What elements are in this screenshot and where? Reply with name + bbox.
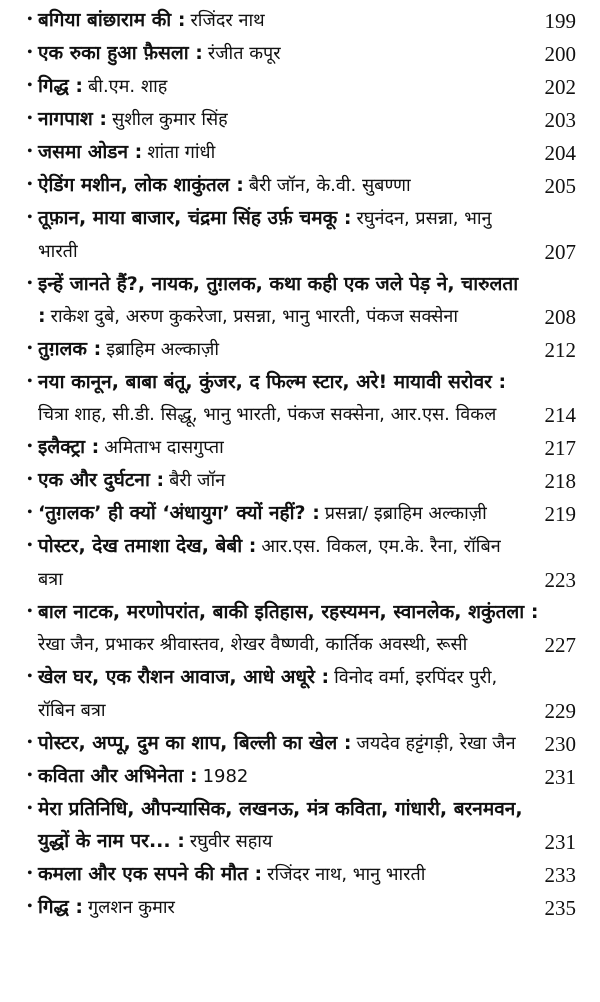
toc-entry bbox=[0, 858, 600, 891]
bullet-icon: • bbox=[27, 800, 33, 817]
entry-text bbox=[38, 268, 528, 333]
page-number: 203 bbox=[544, 108, 576, 132]
bullet-icon: • bbox=[27, 77, 33, 94]
page-number: 218 bbox=[544, 469, 576, 493]
entry-title: पोस्टर, देख तमाशा देख, बेबी : bbox=[38, 535, 257, 557]
toc-entry bbox=[0, 333, 600, 366]
entry-title: जसमा ओडन : bbox=[38, 141, 143, 163]
entry-author: रघुवीर सहाय bbox=[189, 831, 273, 852]
bullet-icon: • bbox=[27, 734, 33, 751]
entry-title: बाल नाटक, मरणोपरांत, बाकी इतिहास, रहस्यमन, स्वानलेक, शकुंतला : bbox=[38, 601, 539, 623]
toc-entry bbox=[0, 136, 600, 169]
toc-entry bbox=[0, 793, 600, 858]
bullet-icon: • bbox=[27, 11, 33, 28]
entry-author: इब्राहिम अल्काज़ी bbox=[106, 339, 220, 360]
toc-entry bbox=[0, 727, 600, 760]
entry-text bbox=[38, 464, 528, 497]
entry-text bbox=[38, 103, 528, 136]
page-number: 233 bbox=[544, 863, 576, 887]
table-of-contents bbox=[0, 4, 600, 924]
bullet-icon: • bbox=[27, 176, 33, 193]
toc-entry bbox=[0, 661, 600, 727]
bullet-icon: • bbox=[27, 340, 33, 357]
bullet-icon: • bbox=[27, 767, 33, 784]
entry-text bbox=[38, 497, 558, 530]
entry-author: बैरी जॉन, के.वी. सुबण्णा bbox=[248, 175, 411, 196]
toc-entry bbox=[0, 169, 600, 202]
entry-author: 1982 bbox=[202, 766, 249, 787]
entry-title: नया कानून, बाबा बंतू, कुंजर, द फिल्म स्टार, अरे! मायावी सरोवर : bbox=[38, 371, 507, 393]
toc-entry bbox=[0, 4, 600, 37]
entry-title: खेल घर, एक रौशन आवाज, आधे अधूरे : bbox=[38, 666, 330, 688]
entry-author: राकेश दुबे, अरुण कुकरेजा, प्रसन्ना, भानु भारती, पंकज सक्सेना bbox=[50, 306, 459, 327]
entry-title: मेरा प्रतिनिधि, औपन्यासिक, लखनऊ, मंत्र कविता, गांधारी, बरनमवन, युद्धों के नाम पर... : bbox=[38, 798, 523, 852]
toc-entry bbox=[0, 268, 600, 333]
toc-entry bbox=[0, 70, 600, 103]
bullet-icon: • bbox=[27, 44, 33, 61]
bullet-icon: • bbox=[27, 537, 33, 554]
entry-title: गिद्ध : bbox=[38, 75, 84, 97]
bullet-icon: • bbox=[27, 668, 33, 685]
toc-entry bbox=[0, 530, 600, 596]
entry-text bbox=[38, 70, 528, 103]
page-number: 202 bbox=[544, 75, 576, 99]
entry-title: कविता और अभिनेता : bbox=[38, 765, 198, 787]
entry-text bbox=[38, 661, 528, 727]
entry-title: पोस्टर, अप्पू, दुम का शाप, बिल्ली का खेल : bbox=[38, 732, 352, 754]
bullet-icon: • bbox=[27, 504, 33, 521]
page-number: 204 bbox=[544, 141, 576, 165]
entry-title: इलैक्ट्रा : bbox=[38, 436, 100, 458]
entry-title: एक और दुर्घटना : bbox=[38, 469, 165, 491]
page-number: 208 bbox=[544, 305, 576, 329]
entry-title: बगिया बांछाराम की : bbox=[38, 9, 186, 31]
entry-author: आर.एस. विकल, एम.के. रैना, रॉबिन बत्रा bbox=[38, 536, 501, 590]
entry-title: ऐडिंग मशीन, लोक शाकुंतल : bbox=[38, 174, 244, 196]
toc-entry bbox=[0, 891, 600, 924]
page-number: 227 bbox=[544, 633, 576, 657]
toc-entry bbox=[0, 202, 600, 268]
entry-author: गुलशन कुमार bbox=[88, 897, 175, 918]
toc-entry bbox=[0, 103, 600, 136]
entry-text bbox=[38, 169, 558, 202]
entry-text bbox=[38, 366, 528, 431]
entry-title: ‘तुग़लक’ ही क्यों ‘अंधायुग’ क्यों नहीं? : bbox=[38, 502, 320, 524]
entry-title: तूफ़ान, माया बाजार, चंद्रमा सिंह उर्फ़ चमकू : bbox=[38, 207, 352, 229]
toc-entry bbox=[0, 464, 600, 497]
entry-author: बैरी जॉन bbox=[169, 470, 226, 491]
entry-title: इन्हें जानते हैं?, नायक, तुग़लक, कथा कही एक जले पेड़ ने, चारुलता : bbox=[38, 273, 519, 327]
entry-author: रजिंदर नाथ bbox=[190, 10, 265, 31]
entry-author: रेखा जैन, प्रभाकर श्रीवास्तव, शेखर वैष्णवी, कार्तिक अवस्थी, रूसी bbox=[38, 634, 468, 655]
entry-title: एक रुका हुआ फ़ैसला : bbox=[38, 42, 203, 64]
page-number: 229 bbox=[544, 699, 576, 723]
toc-entry bbox=[0, 37, 600, 70]
toc-entry bbox=[0, 596, 600, 661]
entry-text bbox=[38, 37, 528, 70]
entry-text bbox=[38, 136, 528, 169]
bullet-icon: • bbox=[27, 603, 33, 620]
entry-title: कमला और एक सपने की मौत : bbox=[38, 863, 263, 885]
page-number: 205 bbox=[544, 174, 576, 198]
toc-entry bbox=[0, 497, 600, 530]
entry-author: रघुनंदन, प्रसन्ना, भानु भारती bbox=[38, 208, 492, 262]
entry-author: रंजीत कपूर bbox=[207, 43, 281, 64]
bullet-icon: • bbox=[27, 275, 33, 292]
bullet-icon: • bbox=[27, 471, 33, 488]
entry-text bbox=[38, 431, 528, 464]
bullet-icon: • bbox=[27, 373, 33, 390]
page-number: 223 bbox=[544, 568, 576, 592]
entry-author: शांता गांधी bbox=[147, 142, 216, 163]
entry-title: नागपाश : bbox=[38, 108, 108, 130]
page-number: 199 bbox=[544, 9, 576, 33]
entry-author: सुशील कुमार सिंह bbox=[112, 109, 228, 130]
page-number: 231 bbox=[544, 830, 576, 854]
entry-text bbox=[38, 333, 528, 366]
entry-title: तुग़लक : bbox=[38, 338, 102, 360]
page-number: 231 bbox=[544, 765, 576, 789]
entry-text bbox=[38, 202, 528, 268]
entry-author: बी.एम. शाह bbox=[88, 76, 168, 97]
page-number: 200 bbox=[544, 42, 576, 66]
page-number: 230 bbox=[544, 732, 576, 756]
page-number: 219 bbox=[544, 502, 576, 526]
entry-text bbox=[38, 858, 558, 891]
toc-entry bbox=[0, 760, 600, 793]
page-number: 207 bbox=[544, 240, 576, 264]
toc-entry bbox=[0, 431, 600, 464]
entry-author: रजिंदर नाथ, भानु भारती bbox=[267, 864, 426, 885]
entry-author: जयदेव हट्टंगड़ी, रेखा जैन bbox=[356, 733, 516, 754]
bullet-icon: • bbox=[27, 438, 33, 455]
page-number: 235 bbox=[544, 896, 576, 920]
entry-text bbox=[38, 596, 558, 661]
page-number: 214 bbox=[544, 403, 576, 427]
bullet-icon: • bbox=[27, 110, 33, 127]
bullet-icon: • bbox=[27, 209, 33, 226]
entry-author: प्रसन्ना/ इब्राहिम अल्काज़ी bbox=[324, 503, 487, 524]
entry-text bbox=[38, 891, 528, 924]
entry-author: चित्रा शाह, सी.डी. सिद्धू, भानु भारती, पंकज सक्सेना, आर.एस. विकल bbox=[38, 404, 497, 425]
page-number: 212 bbox=[544, 338, 576, 362]
entry-title: गिद्ध : bbox=[38, 896, 84, 918]
entry-author: विनोद वर्मा, इरपिंदर पुरी, रॉबिन बत्रा bbox=[38, 667, 498, 721]
bullet-icon: • bbox=[27, 865, 33, 882]
bullet-icon: • bbox=[27, 898, 33, 915]
page-number: 217 bbox=[544, 436, 576, 460]
toc-entry bbox=[0, 366, 600, 431]
entry-author: अमिताभ दासगुप्ता bbox=[104, 437, 224, 458]
entry-text bbox=[38, 760, 528, 793]
entry-text bbox=[38, 727, 528, 760]
entry-text bbox=[38, 4, 528, 37]
bullet-icon: • bbox=[27, 143, 33, 160]
entry-text bbox=[38, 530, 528, 596]
entry-text bbox=[38, 793, 528, 858]
